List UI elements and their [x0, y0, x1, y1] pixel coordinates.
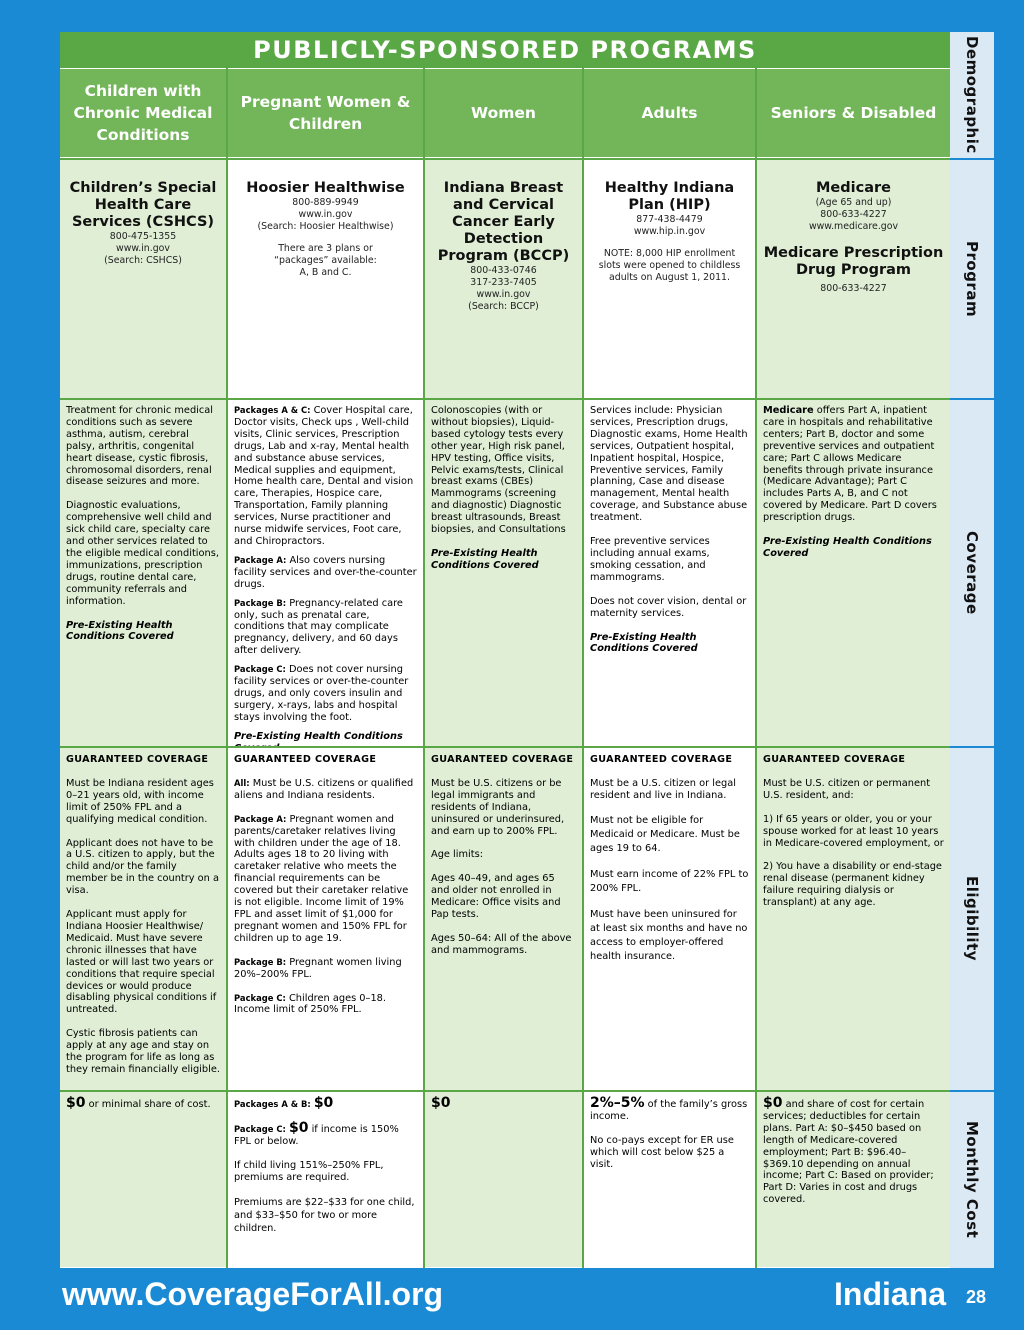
row-divider	[60, 1090, 950, 1092]
eligibility-hoosier-healthwise: GUARANTEED COVERAGE All: Must be U.S. citizens or qualified aliens and Indiana residents. Package A: Pregnant women and parents/caretaker relatives living with children under the age of 18. Adults ages 18 to 20 living with caretaker relative who meets the financial requirements can be covered but their caretaker relative is not eligible. Income limit of 19% FPL and asset limit of $1,000 for pregnant women and 150% FPL for children up to age 19. Package B: Pregnant women living 20%–200% FPL. Package C: Children ages 0–18. Income limit of 250% FPL.	[228, 748, 423, 1090]
cost-medicare: $0 and share of cost for certain services; deductibles for certain plans. Part A: $0–$450 based on length of Medicare-covered employment; Part B: $96.40–$369.10 depending on annual income; Part C: Based on provider; Part D: Varies in cost and drugs covered.	[757, 1092, 950, 1267]
row-divider	[60, 746, 950, 748]
cost-cshcs: $0 or minimal share of cost.	[60, 1092, 226, 1267]
demographic-adults: Adults	[584, 69, 755, 157]
cost-hip: 2%–5% of the family’s gross income. No co-pays except for ER use which will cost below $25 a visit.	[584, 1092, 755, 1267]
eligibility-medicare: GUARANTEED COVERAGE Must be U.S. citizen or permanent U.S. resident, and: 1) If 65 years or older, you or your spouse worked for at least 10 years in Medicare-covered employment, or 2) You have a disability or end-stage renal disease (permanent kidney failure requiring dialysis or transplant) at any age.	[757, 748, 950, 1090]
program-bccp: Indiana Breast and Cervical Cancer Early Detection Program (BCCP) 800-433-0746 317-233-7405 www.in.gov (Search: BCCP)	[425, 160, 582, 398]
footer-state: Indiana	[834, 1276, 947, 1312]
program-medicare: Medicare (Age 65 and up) 800-633-4227 www.medicare.gov Medicare Prescription Drug Program 800-633-4227	[757, 160, 950, 398]
program-table	[60, 32, 994, 1268]
eligibility-cshcs: GUARANTEED COVERAGE Must be Indiana resident ages 0–21 years old, with income limit of 250% FPL and a qualifying medical condition. Applicant does not have to be a U.S. citizen to apply, but the child and/or the family member be in the country on a visa. Applicant must apply for Indiana Hoosier Healthwise/ Medicaid. Must have severe chronic illnesses that have lasted or will last two years or conditions that require special devices or would produce disabling physical conditions if untreated. Cystic fibrosis patients can apply at any age and stay on the program for life as long as they remain financially eligible.	[60, 748, 226, 1090]
program-cshcs: Children’s Special Health Care Services (CSHCS) 800-475-1355 www.in.gov (Search: CSHCS)	[60, 160, 226, 398]
side-label-eligibility: Eligibility	[950, 748, 994, 1092]
program-hoosier-healthwise: Hoosier Healthwise 800-889-9949 www.in.gov (Search: Hoosier Healthwise) There are 3 plans or “packages” available: A, B and C.	[228, 160, 423, 398]
coverage-hip: Services include: Physician services, Prescription drugs, Diagnostic exams, Home Health services, Outpatient hospital, Inpatient hospital, Hospice, Preventive services, Family planning, Case and disease management, Mental health coverage, and Substance abuse treatment. Free preventive services including annual exams, smoking cessation, and mammograms. Does not cover vision, dental or maternity services. Pre-Existing Health Conditions Covered	[584, 400, 755, 746]
row-divider	[60, 158, 950, 160]
eligibility-hip: GUARANTEED COVERAGE Must be a U.S. citizen or legal resident and live in Indiana. Must not be eligible for Medicaid or Medicare. Must be ages 19 to 64. Must earn income of 22% FPL to 200% FPL. Must have been uninsured for at least six months and have no access to employer-offered health insurance.	[584, 748, 755, 1090]
side-label-demographic: Demographic	[950, 32, 994, 160]
side-label-program: Program	[950, 160, 994, 400]
cost-bccp: $0	[425, 1092, 582, 1267]
cost-hoosier-healthwise: Packages A & B: $0 Package C: $0 if income is 150% FPL or below. If child living 151%–250% FPL, premiums are required. Premiums are $22–$33 for one child, and $33–$50 for two or more children.	[228, 1092, 423, 1267]
side-label-monthly-cost: Monthly Cost	[950, 1092, 994, 1268]
demographic-pregnant-women: Pregnant Women & Children	[228, 69, 423, 157]
footer-website-link[interactable]: www.CoverageForAll.org	[62, 1276, 444, 1312]
column-divider	[423, 68, 425, 1268]
coverage-bccp: Colonoscopies (with or without biopsies), Liquid-based cytology tests every other year, High risk panel, HPV testing, Office visits, Pelvic exams/tests, Clinical breast exams (CBEs) Mammograms (screening and diagnostic) Diagnostic breast ultrasounds, Breast biopsies, and Consultations Pre-Existing Health Conditions Covered	[425, 400, 582, 746]
column-divider	[755, 68, 757, 1268]
column-divider	[226, 68, 228, 1268]
program-hip: Healthy Indiana Plan (HIP) 877-438-4479 www.hip.in.gov NOTE: 8,000 HIP enrollment slots were opened to childless adults on August 1, 2011.	[584, 160, 755, 398]
demographic-children-chronic: Children with Chronic Medical Conditions	[60, 69, 226, 157]
demographic-women: Women	[425, 69, 582, 157]
coverage-medicare: Medicare offers Part A, inpatient care in hospitals and rehabilitative centers; Part B, doctor and some preventive services and outpatient care; Part C allows Medicare benefits through private insurance (Medicare Advantage); Part C includes Parts A, B, and C not covered by Medicare. Part D covers prescription drugs. Pre-Existing Health Conditions Covered	[757, 400, 950, 746]
eligibility-bccp: GUARANTEED COVERAGE Must be U.S. citizens or be legal immigrants and residents of Indiana, uninsured or underinsured, and earn up to 200% FPL. Age limits: Ages 40–49, and ages 65 and older not enrolled in Medicare: Office visits and Pap tests. Ages 50–64: All of the above and mammograms.	[425, 748, 582, 1090]
side-label-coverage: Coverage	[950, 400, 994, 748]
coverage-cshcs: Treatment for chronic medical conditions such as severe asthma, autism, cerebral palsy, arthritis, congenital heart disease, cystic fibrosis, chromosomal disorders, renal disease seizures and more. Diagnostic evaluations, comprehensive well child and sick child care, specialty care and other services related to the eligible medical conditions, immunizations, prescription drugs, routine dental care, community referrals and information. Pre-Existing Health Conditions Covered	[60, 400, 226, 746]
column-divider	[582, 68, 584, 1268]
coverage-hoosier-healthwise: Packages A & C: Cover Hospital care, Doctor visits, Check ups , Well-child visits, Clinic services, Prescription drugs, Lab and x-ray, Mental health and substance abuse services, Medical supplies and equipment, Home health care, Dental and vision care, Therapies, Hospice care, Transportation, Family planning services, Nurse practitioner and nurse midwife services, Foot care, and Chiropractors. Package A: Also covers nursing facility services and over-the-counter drugs. Package B: Pregnancy-related care only, such as prenatal care, conditions that may complicate pregnancy, delivery, and 60 days after delivery. Package C: Does not cover nursing facility services or over-the-counter drugs, and only covers insulin and surgery, x-rays, labs and hospital stays involving the foot. Pre-Existing Health Conditions	[228, 400, 423, 746]
row-divider	[60, 398, 950, 400]
page-number: 28	[966, 1287, 987, 1307]
table-title: PUBLICLY-SPONSORED PROGRAMS	[60, 32, 950, 68]
demographic-seniors: Seniors & Disabled	[757, 69, 950, 157]
